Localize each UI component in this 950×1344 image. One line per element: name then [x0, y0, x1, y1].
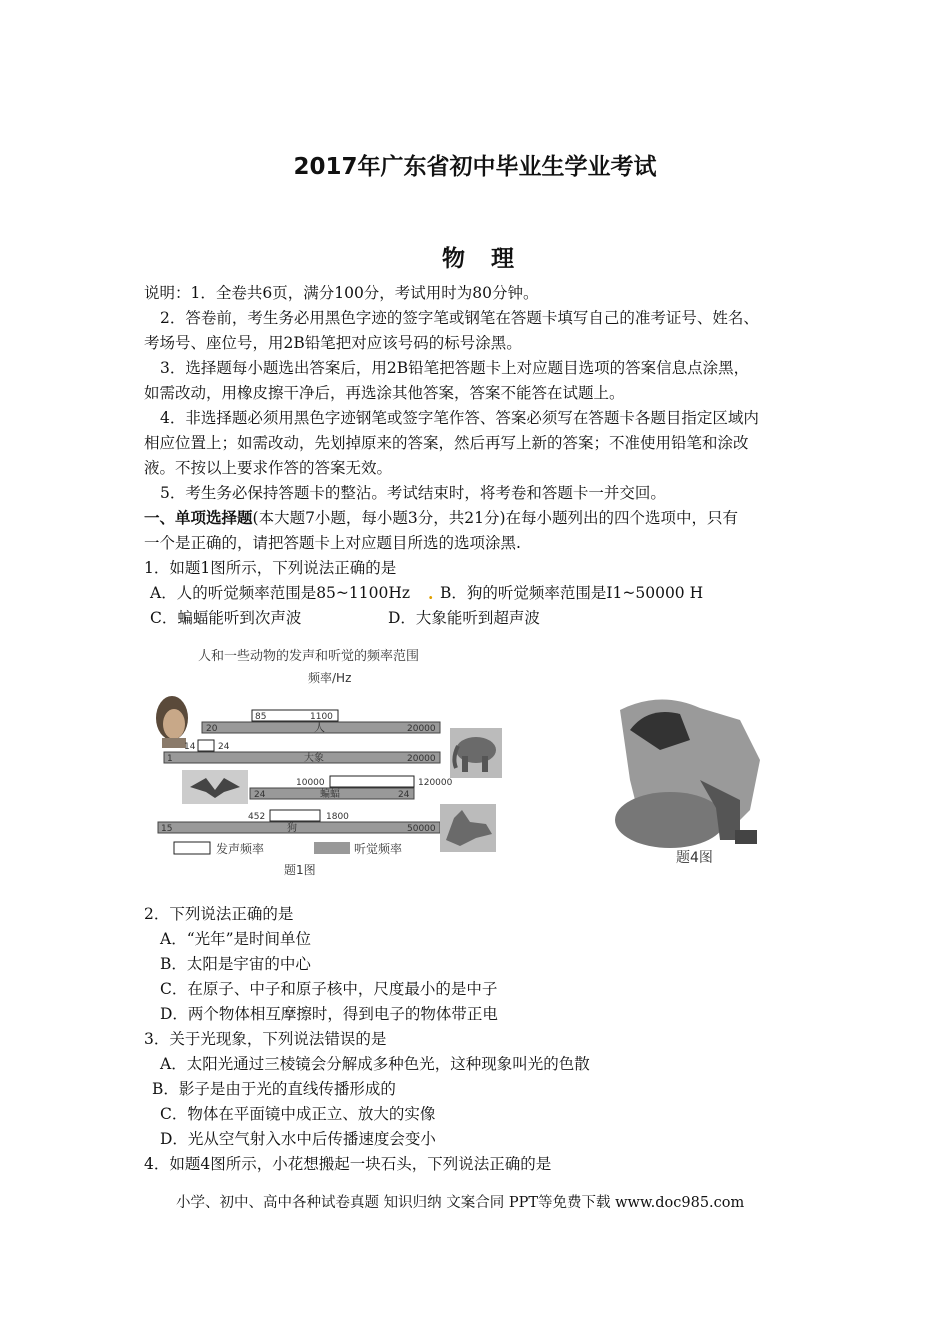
note-4c: 液。不按以上要求作答的答案无效。 [144, 459, 393, 477]
elephant-emit-bar [198, 740, 214, 751]
dog-hear-lo: 15 [161, 824, 173, 834]
bat-icon [182, 770, 248, 804]
bat-hear-hi: 24 [398, 790, 410, 800]
dog-icon [440, 800, 500, 855]
section1-heading: 一、单项选择题 [144, 509, 253, 527]
section1-desc-b: 一个是正确的，请把答题卡上对应题目所选的选项涂黑. [144, 534, 521, 552]
elephant-name: 大象 [304, 753, 324, 764]
legend-emit-swatch [174, 842, 210, 854]
dog-emit-lo: 452 [248, 812, 266, 822]
elephant-hear-lo: 1 [167, 754, 173, 764]
elephant-emit-lo: 14 [184, 742, 196, 752]
legend-hear-swatch [314, 842, 350, 854]
note-3b: 如需改动，用橡皮擦干净后，再选涂其他答案，答案不能答在试题上。 [144, 384, 625, 402]
elephant-hear-bar [164, 752, 440, 763]
note-3a: 3．选择题每小题选出答案后，用2B铅笔把答题卡上对应题目选项的答案信息点涂黑， [160, 359, 750, 377]
bat-emit-bar [330, 776, 414, 787]
note-4a: 4．非选择题必须用黑色字迹钢笔或签字笔作答、答案必须写在答题卡各题目指定区域内 [160, 409, 759, 427]
q1-stem: 1．如题1图所示，下列说法正确的是 [144, 559, 397, 577]
fig1-caption: 题1图 [284, 863, 316, 877]
subject-title: 物理 [442, 246, 540, 272]
bat-emit-lo: 10000 [296, 778, 325, 788]
footer-text: 小学、初中、高中各种试卷真题 知识归纳 文案合同 PPT等免费下载 www.doc985.com [176, 1195, 745, 1211]
q3-option-a: A．太阳光通过三棱镜会分解成多种色光，这种现象叫光的色散 [160, 1055, 590, 1073]
figure-4 [590, 690, 805, 870]
legend-emit-label: 发声频率 [216, 842, 265, 856]
section1-line-a [144, 506, 738, 531]
q3-stem: 3．关于光现象，下列说法错误的是 [144, 1030, 387, 1048]
section1-desc-a: (本大题7小题，每小题3分，共21分)在每小题列出的四个选项中，只有 [252, 509, 739, 527]
dog-name: 狗 [287, 823, 297, 834]
q2-option-c: C．在原子、中子和原子核中，尺度最小的是中子 [160, 980, 498, 998]
q1-option-c: C．蝙蝠能听到次声波 [150, 609, 302, 627]
fig1-title: 人和一些动物的发声和听觉的频率范围 [198, 649, 420, 664]
note-2b: 考场号、座位号，用2B铅笔把对应该号码的标号涂黑。 [144, 334, 522, 352]
bat-name: 蝙蝠 [320, 789, 340, 800]
human-emit-hi: 1100 [310, 712, 333, 722]
q3-option-c: C．物体在平面镜中成正立、放大的实像 [160, 1105, 436, 1123]
note-5: 5．考生务必保持答题卡的整沾。考试结束时，将考卷和答题卡一并交回。 [160, 484, 666, 502]
elephant-emit-hi: 24 [218, 742, 230, 752]
fig1-unit: 频率/Hz [308, 671, 352, 685]
q4-stem: 4．如题4图所示，小花想搬起一块石头，下列说法正确的是 [144, 1155, 552, 1173]
note-2a: 2．答卷前，考生务必用黑色字迹的签字笔或钢笔在答题卡填写自己的准考证号、姓名、 [160, 309, 759, 327]
human-portrait-icon [156, 696, 188, 748]
human-name: 人 [314, 721, 325, 734]
human-emit-lo: 85 [255, 712, 267, 722]
note-4b: 相应位置上；如需改动，先划掉原来的答案，然后再写上新的答案；不准使用铅笔和涂改 [144, 434, 749, 452]
q3-option-b: B．影子是由于光的直线传播形成的 [152, 1080, 396, 1098]
bat-emit-hi: 120000 [418, 778, 453, 788]
fig4-caption: 题4图 [676, 850, 713, 866]
q2-option-a: A．“光年”是时间单位 [160, 930, 312, 948]
bat-hear-lo: 24 [254, 790, 266, 800]
dog-hear-hi: 50000 [407, 824, 436, 834]
human-hear-hi: 20000 [407, 724, 436, 734]
q1-dot: . [428, 584, 434, 603]
q2-stem: 2．下列说法正确的是 [144, 905, 294, 923]
figure-1 [150, 640, 470, 880]
q1-option-b: B．狗的听觉频率范围是I1~50000 H [440, 584, 704, 602]
q1-option-a: A．人的听觉频率范围是85~1100Hz [150, 584, 411, 602]
dog-hear-bar [158, 822, 440, 833]
dog-emit-bar [270, 810, 320, 821]
note-1: 说明：1．全卷共6页，满分100分，考试用时为80分钟。 [144, 284, 539, 302]
q2-option-d: D．两个物体相互摩擦时，得到电子的物体带正电 [160, 1005, 498, 1023]
dog-emit-hi: 1800 [326, 812, 349, 822]
elephant-hear-hi: 20000 [407, 754, 436, 764]
q1-option-d: D．大象能听到超声波 [388, 609, 540, 627]
q3-option-d: D．光从空气射入水中后传播速度会变小 [160, 1130, 436, 1148]
exam-title: 2017年广东省初中毕业生学业考试 [293, 154, 657, 180]
legend-hear-label: 听觉频率 [354, 842, 403, 856]
elephant-photo-icon [450, 728, 502, 778]
q2-option-b: B．太阳是宇宙的中心 [160, 955, 311, 973]
human-hear-lo: 20 [206, 724, 218, 734]
